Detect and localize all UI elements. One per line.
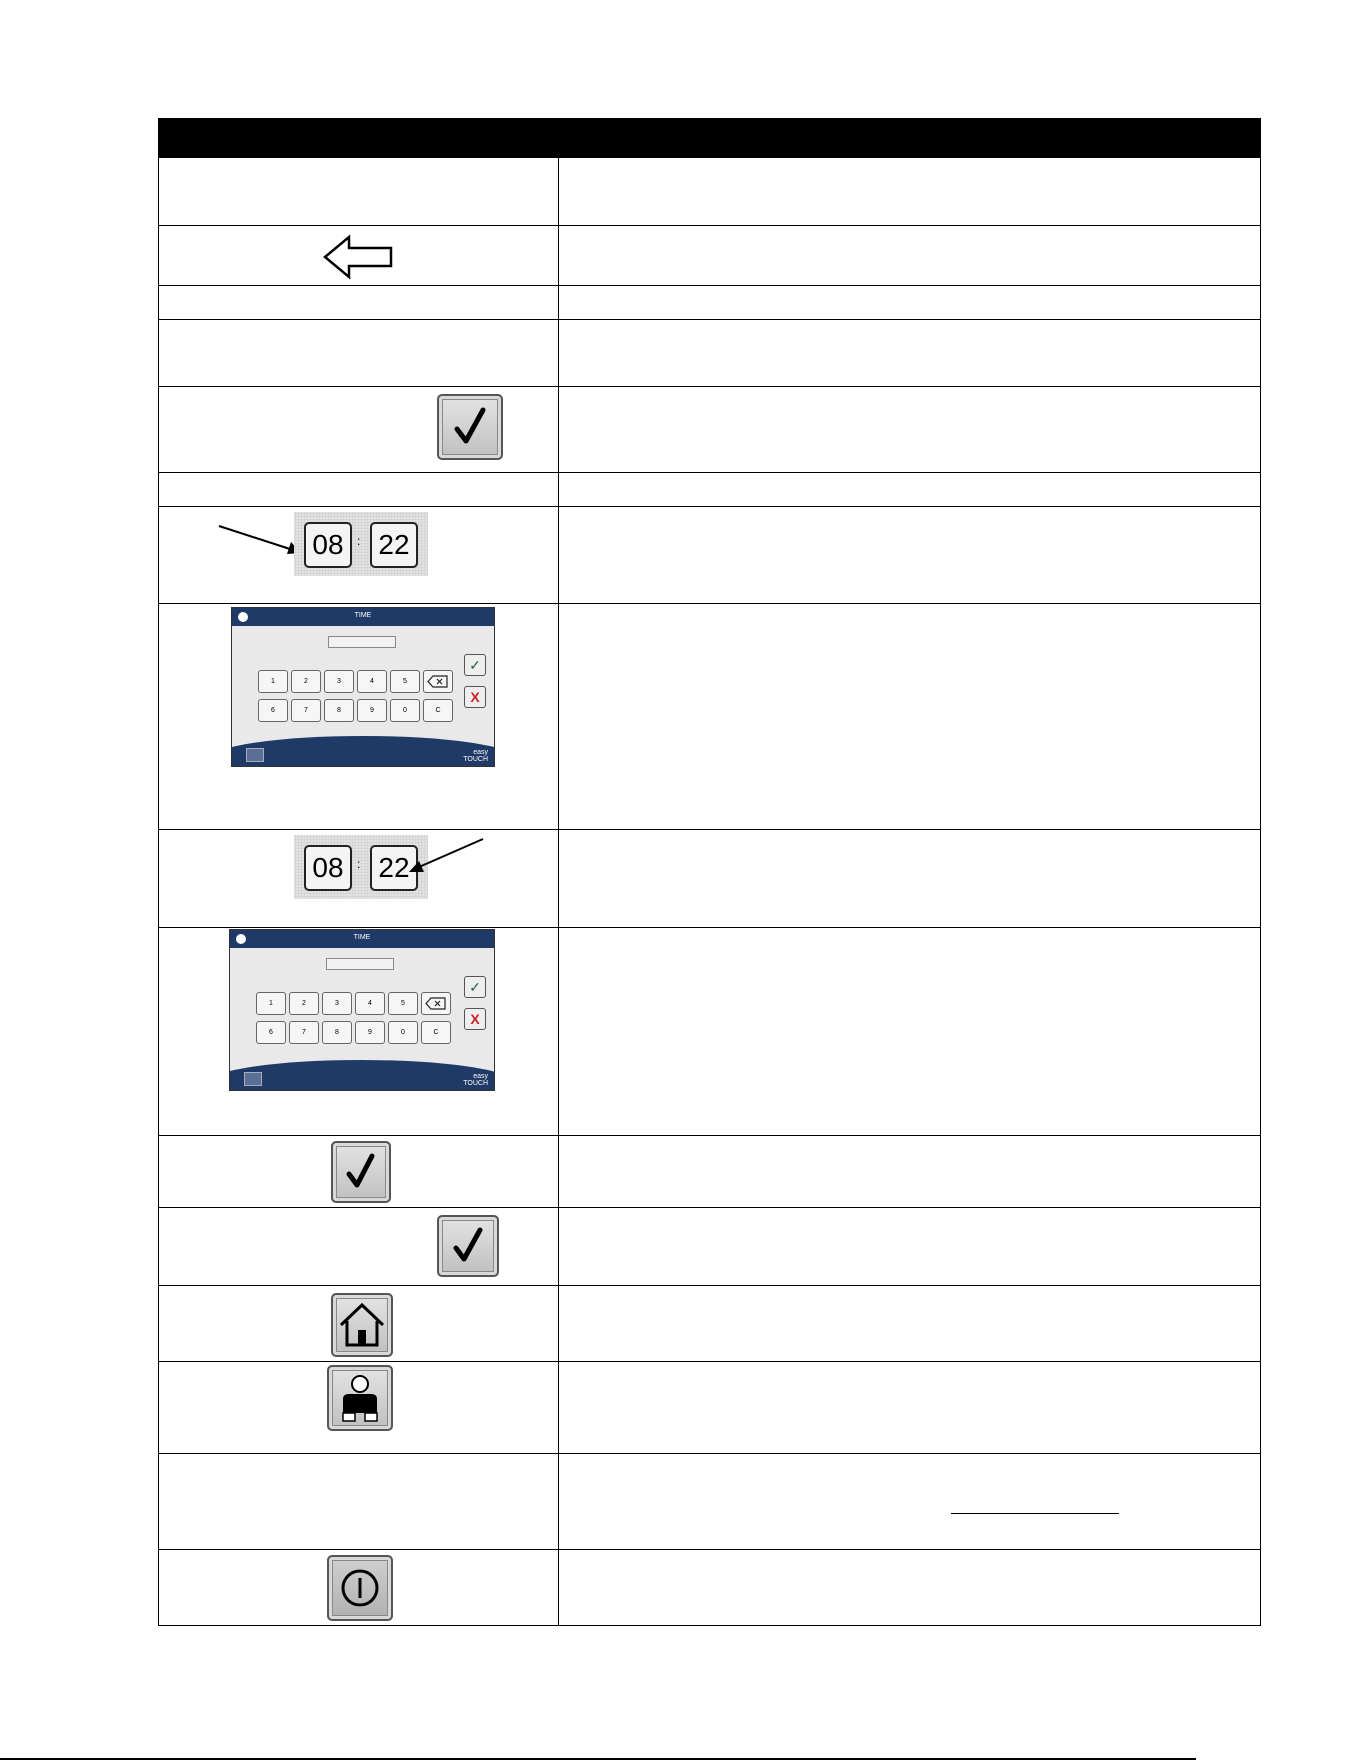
description-cell bbox=[559, 604, 1261, 830]
key-7[interactable]: 7 bbox=[291, 699, 321, 722]
table-header-bar bbox=[159, 119, 1261, 158]
key-5[interactable]: 5 bbox=[388, 992, 418, 1015]
step-cell bbox=[159, 158, 559, 226]
key-7[interactable]: 7 bbox=[289, 1021, 319, 1044]
logo-line1: easy bbox=[473, 748, 488, 756]
step-cell bbox=[159, 320, 559, 387]
key-2[interactable]: 2 bbox=[289, 992, 319, 1015]
footer-rule bbox=[0, 1758, 1196, 1760]
check-icon bbox=[333, 1143, 389, 1201]
step-cell bbox=[159, 830, 559, 928]
screen-header bbox=[232, 608, 494, 626]
minutes-field[interactable]: 22 bbox=[370, 522, 418, 568]
keypad-screen bbox=[229, 929, 495, 1091]
pointer-arrow bbox=[407, 837, 487, 877]
description-cell bbox=[559, 387, 1261, 473]
description-cell bbox=[559, 1136, 1261, 1208]
step-cell bbox=[159, 473, 559, 507]
step-cell bbox=[159, 507, 559, 604]
key-6[interactable]: 6 bbox=[256, 1021, 286, 1044]
screen-back-icon[interactable] bbox=[246, 748, 264, 762]
key-9[interactable]: 9 bbox=[357, 699, 387, 722]
confirm-check-button[interactable] bbox=[331, 1141, 391, 1203]
description-cell bbox=[559, 226, 1261, 286]
step-cell bbox=[159, 1286, 559, 1362]
time-separator: : bbox=[357, 533, 361, 548]
back-arrow-icon[interactable] bbox=[323, 234, 395, 280]
description-cell bbox=[559, 1286, 1261, 1362]
key-1[interactable]: 1 bbox=[258, 670, 288, 693]
check-icon bbox=[439, 396, 501, 458]
description-cell bbox=[559, 286, 1261, 320]
description-cell bbox=[559, 1362, 1261, 1454]
instruction-table bbox=[158, 118, 1261, 1626]
step-cell bbox=[159, 604, 559, 830]
screen-title: TIME bbox=[353, 933, 371, 941]
screen-title: TIME bbox=[354, 611, 372, 619]
key-2[interactable]: 2 bbox=[291, 670, 321, 693]
description-cell bbox=[559, 507, 1261, 604]
logo-line1: easy bbox=[473, 1072, 488, 1080]
key-3[interactable]: 3 bbox=[322, 992, 352, 1015]
easytouch-logo bbox=[463, 749, 488, 763]
key-0[interactable]: 0 bbox=[388, 1021, 418, 1044]
logo-line2: TOUCH bbox=[463, 755, 488, 763]
underline-rule bbox=[951, 1513, 1119, 1515]
description-cell bbox=[559, 1454, 1261, 1550]
step-cell bbox=[159, 928, 559, 1136]
backspace-icon bbox=[424, 671, 452, 692]
screen-footer bbox=[229, 1060, 495, 1091]
key-6[interactable]: 6 bbox=[258, 699, 288, 722]
clear-key[interactable]: C bbox=[421, 1021, 451, 1044]
backspace-key[interactable] bbox=[423, 670, 453, 693]
description-cell bbox=[559, 473, 1261, 507]
user-icon bbox=[329, 1367, 391, 1429]
key-3[interactable]: 3 bbox=[324, 670, 354, 693]
entry-field[interactable] bbox=[328, 636, 396, 648]
backspace-key[interactable] bbox=[421, 992, 451, 1015]
hours-field[interactable]: 08 bbox=[304, 845, 352, 891]
home-button[interactable] bbox=[331, 1293, 393, 1357]
screen-cancel-button[interactable]: X bbox=[464, 686, 486, 708]
minutes-field[interactable]: 22 bbox=[370, 845, 418, 891]
key-1[interactable]: 1 bbox=[256, 992, 286, 1015]
description-cell bbox=[559, 1208, 1261, 1286]
key-4[interactable]: 4 bbox=[357, 670, 387, 693]
user-button[interactable] bbox=[327, 1365, 393, 1431]
hours-field[interactable]: 08 bbox=[304, 522, 352, 568]
key-8[interactable]: 8 bbox=[322, 1021, 352, 1044]
easytouch-logo bbox=[463, 1073, 488, 1087]
screen-header bbox=[230, 930, 494, 948]
screen-confirm-button[interactable]: ✓ bbox=[464, 654, 486, 676]
description-cell bbox=[559, 320, 1261, 387]
key-9[interactable]: 9 bbox=[355, 1021, 385, 1044]
description-cell bbox=[559, 1550, 1261, 1626]
power-button[interactable] bbox=[327, 1555, 393, 1621]
confirm-check-button[interactable] bbox=[437, 1215, 499, 1277]
description-cell bbox=[559, 928, 1261, 1136]
step-cell bbox=[159, 1208, 559, 1286]
screen-cancel-button[interactable]: X bbox=[464, 1008, 486, 1030]
time-display bbox=[294, 512, 428, 576]
keypad-screen bbox=[231, 607, 495, 767]
step-cell bbox=[159, 226, 559, 286]
step-cell bbox=[159, 286, 559, 320]
step-cell bbox=[159, 1454, 559, 1550]
power-icon bbox=[329, 1557, 391, 1619]
screen-confirm-button[interactable]: ✓ bbox=[464, 976, 486, 998]
step-cell bbox=[159, 1136, 559, 1208]
logo-line2: TOUCH bbox=[463, 1079, 488, 1087]
step-cell bbox=[159, 1550, 559, 1626]
key-5[interactable]: 5 bbox=[390, 670, 420, 693]
backspace-icon bbox=[422, 993, 450, 1014]
clear-key[interactable]: C bbox=[423, 699, 453, 722]
time-separator: : bbox=[357, 856, 361, 871]
step-cell bbox=[159, 387, 559, 473]
entry-field[interactable] bbox=[326, 958, 394, 970]
key-0[interactable]: 0 bbox=[390, 699, 420, 722]
confirm-check-button[interactable] bbox=[437, 394, 503, 460]
key-4[interactable]: 4 bbox=[355, 992, 385, 1015]
screen-back-icon[interactable] bbox=[244, 1072, 262, 1086]
step-cell bbox=[159, 1362, 559, 1454]
key-8[interactable]: 8 bbox=[324, 699, 354, 722]
screen-footer bbox=[231, 736, 495, 767]
description-cell bbox=[559, 830, 1261, 928]
check-icon bbox=[439, 1217, 497, 1275]
home-icon bbox=[333, 1295, 391, 1355]
description-cell bbox=[559, 158, 1261, 226]
